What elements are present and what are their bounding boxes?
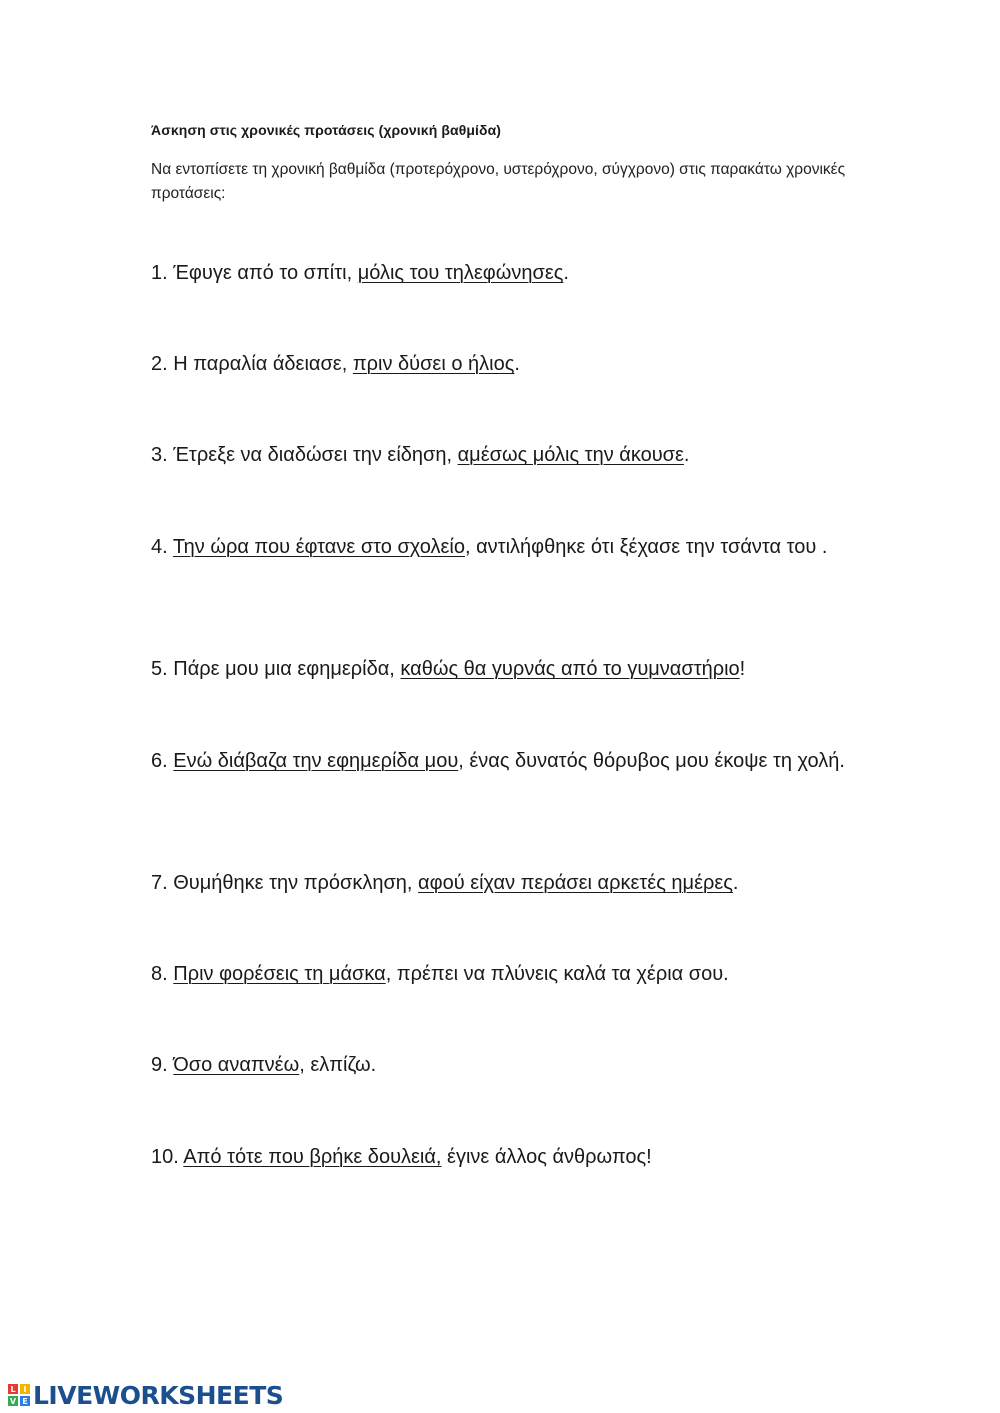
item-rest: . (563, 262, 569, 284)
item-number: 9. (151, 1054, 168, 1076)
exercise-item (151, 1050, 861, 1081)
item-main-clause: Η παραλία άδειασε, (173, 353, 353, 375)
item-rest: , πρέπει να πλύνεις καλά τα χέρια σου. (385, 963, 729, 985)
exercise-item (151, 532, 861, 563)
item-number: 1. (151, 262, 168, 284)
item-rest: , ένας δυνατός θόρυβος μου έκοψε τη χολή. (458, 750, 845, 772)
logo-block: V (9, 1396, 17, 1406)
item-temporal-clause: Όσο αναπνέω (173, 1054, 300, 1076)
item-temporal-clause: μόλις του τηλεφώνησες (357, 262, 564, 284)
exercise-item (151, 1142, 861, 1173)
item-temporal-clause: Πριν φορέσεις τη μάσκα (173, 963, 386, 985)
item-temporal-clause: Από τότε που βρήκε δουλειά, (183, 1146, 442, 1168)
logo-block: L (8, 1384, 18, 1394)
item-number: 8. (151, 963, 168, 985)
item-number: 10. (151, 1146, 179, 1168)
item-rest: ! (739, 658, 746, 680)
item-main-clause: Έφυγε από το σπίτι, (173, 262, 358, 284)
item-rest: . (732, 872, 739, 894)
item-number: 5. (151, 658, 168, 680)
exercise-item (151, 746, 861, 777)
logo-block: I (20, 1384, 30, 1394)
item-number: 7. (151, 872, 168, 894)
liveworksheets-logo (8, 1380, 283, 1410)
item-number: 6. (151, 750, 168, 772)
item-number: 3. (151, 444, 168, 466)
exercise-item (151, 959, 861, 990)
item-temporal-clause: καθώς θα γυρνάς από το γυμναστήριο (400, 658, 740, 680)
item-number: 4. (151, 536, 168, 558)
item-temporal-clause: αφού είχαν περάσει αρκετές ημέρες (418, 872, 733, 894)
item-temporal-clause: αμέσως μόλις την άκουσε (457, 444, 684, 466)
item-rest: . (514, 353, 520, 375)
item-main-clause: Πάρε μου μια εφημερίδα, (173, 658, 401, 680)
brand-name: LIVEWORKSHEETS (33, 1380, 284, 1410)
exercise-item (151, 349, 861, 380)
item-temporal-clause: πριν δύσει ο ήλιος (352, 353, 515, 375)
item-number: 2. (151, 353, 168, 375)
exercise-item (151, 868, 861, 899)
logo-blocks-icon (8, 1384, 30, 1406)
exercise-item (151, 654, 861, 685)
item-main-clause: Θυμήθηκε την πρόσκληση, (173, 872, 419, 894)
item-rest: , ελπίζω. (299, 1054, 377, 1076)
worksheet-instructions: Να εντοπίσετε τη χρονική βαθμίδα (προτερόχρονο, υστερόχρονο, σύγχρονο) στις παρακάτω χρονικές προτάσεις: (151, 161, 846, 202)
worksheet-title: Άσκηση στις χρονικές προτάσεις (χρονική βαθμίδα) (151, 122, 502, 138)
item-main-clause: Έτρεξε να διαδώσει την είδηση, (173, 444, 458, 466)
item-temporal-clause: Την ώρα που έφτανε στο σχολείο (172, 536, 465, 558)
item-rest: , αντιλήφθηκε ότι ξέχασε την τσάντα του . (465, 536, 828, 558)
item-rest: . (683, 444, 690, 466)
item-rest: έγινε άλλος άνθρωπος! (441, 1146, 652, 1168)
item-temporal-clause: Ενώ διάβαζα την εφημερίδα μου (173, 750, 459, 772)
exercise-item (151, 440, 861, 471)
exercise-item (151, 258, 861, 289)
logo-block: E (20, 1396, 30, 1406)
